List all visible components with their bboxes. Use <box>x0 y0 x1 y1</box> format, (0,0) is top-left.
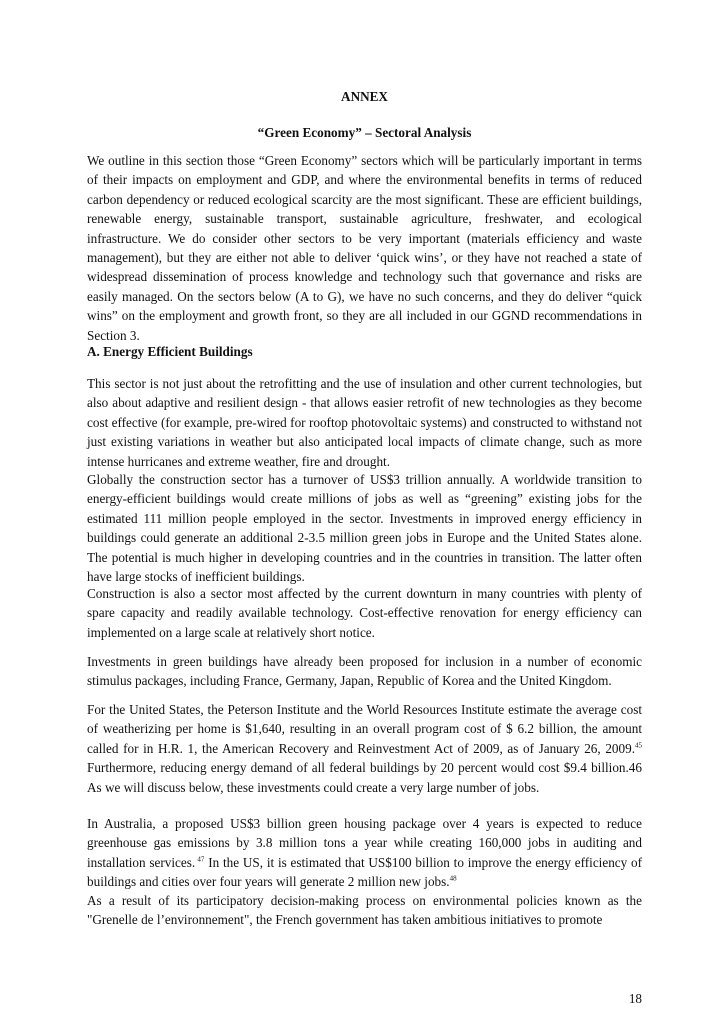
section-a-title: A. Energy Efficient Buildings <box>87 344 253 359</box>
footnote-ref-47: 47 <box>195 855 205 864</box>
buildings-paragraph-6 <box>87 814 642 892</box>
buildings-paragraph-1: This sector is not just about the retrofitting and the use of insulation and other current technologies, but also about adaptive and resilient design - that allows easier retrofit of new technologies as they become cost effective (for example, pre-wired for rooftop photovoltaic systems) and constructed to withstand not just existing variations in weather but also anticipated local impacts of climate change, such as more intense hurricanes and extreme weather, fire and drought. <box>87 376 642 469</box>
paragraph-6-text-b: In the US, it is estimated that US$100 billion to improve the energy efficiency of buildings and cities over four years will generate 2 million new jobs. <box>87 854 643 890</box>
paragraph-5-text-b: Furthermore, reducing energy demand of all federal buildings by 20 percent would cost $9.4 billion.46 As we will discuss below, these investments could create a very large number of jobs. <box>87 760 642 795</box>
buildings-paragraph-4: Investments in green buildings have already been proposed for inclusion in a number of economic stimulus packages, including France, Germany, Japan, Republic of Korea and the United Kingdom. <box>87 654 642 689</box>
buildings-paragraph-7: As a result of its participatory decision-making process on environmental policies known as the "Grenelle de l’environnement", the French government has taken ambitious initiatives to promote <box>87 893 642 928</box>
paragraph-6-text-a: In Australia, a proposed US$3 billion green housing package over 4 years is expected to reduce greenhouse gas emissions by 3.8 million tons a year while creating 160,000 jobs in auditing and installation services. <box>87 816 642 870</box>
footnote-ref-48: 48 <box>449 874 457 883</box>
page-number: 18 <box>628 991 642 1006</box>
footnote-ref-45: 45 <box>635 741 642 750</box>
buildings-paragraph-2: Globally the construction sector has a turnover of US$3 trillion annually. A worldwide transition to energy-efficient buildings would create millions of jobs as well as “greening” existing jobs for the estimated 111 million people employed in the sector. Investments in improved energy efficiency in buildings could generate an additional 2-3.5 million green jobs in Europe and the United States alone. The potential is much higher in developing countries and in the countries in transition. The latter often have large stocks of inefficient buildings. <box>87 472 642 585</box>
buildings-paragraph-5 <box>87 700 642 797</box>
paragraph-5-text-a: For the United States, the Peterson Institute and the World Resources Institute estimate the average cost of weatherizing per home is $1,640, resulting in an overall program cost of $ 6.2 billion, the amount called for in H.R. 1, the American Recovery and Reinvestment Act of 2009, as of January 26, 2009. <box>87 702 642 756</box>
intro-paragraph: We outline in this section those “Green Economy” sectors which will be particularly important in terms of their impacts on employment and GDP, and where the environmental benefits in terms of reduced carbon dependency or reduced ecological scarcity are the most significant. These are efficient buildings, renewable energy, sustainable transport, sustainable agriculture, freshwater, and ecological infrastructure. We do consider other sectors to be very important (materials efficiency and waste management), but they are either not able to deliver ‘quick wins’, or they have not reached a state of widespread dissemination of process knowledge and technology such that governance and risks are easily managed. On the sectors below (A to G), we have no such concerns, and they do deliver “quick wins” on the employment and growth front, so they are all included in our GGND recommendations in Section 3. <box>87 153 642 343</box>
annex-heading: ANNEX <box>341 89 388 104</box>
buildings-paragraph-3: Construction is also a sector most affected by the current downturn in many countries with plenty of spare capacity and readily available technology. Cost-effective renovation for energy efficiency can implemented on a large scale at relatively short notice. <box>87 586 642 640</box>
page-title: “Green Economy” – Sectoral Analysis <box>257 125 472 140</box>
